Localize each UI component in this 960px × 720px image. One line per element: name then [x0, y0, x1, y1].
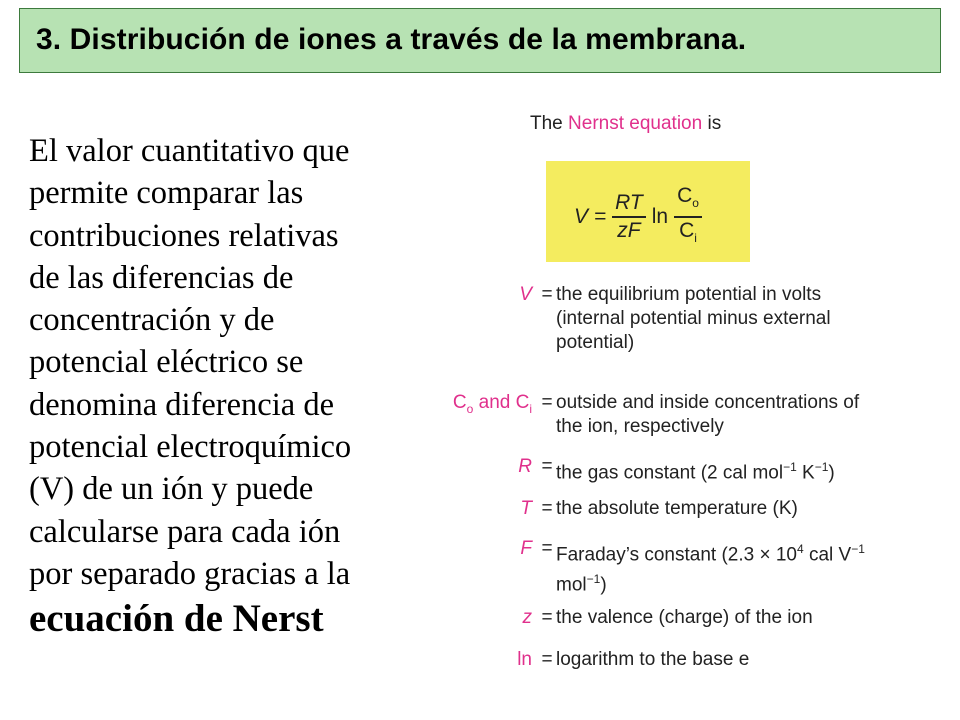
definition-t: T = the absolute temperature (K) — [520, 498, 798, 519]
title-bar — [19, 8, 941, 73]
body-line: de las diferencias de — [29, 259, 294, 296]
fraction-numerator: $C_o$ — [674, 183, 702, 218]
nernst-intro: The Nernst equation is — [530, 113, 722, 134]
fraction-co-ci — [674, 183, 702, 251]
definition-v: V = the equilibrium potential in volts (internal potential minus external potential) — [519, 284, 831, 353]
definition-z: z = the valence (charge) of the ion — [522, 607, 813, 628]
body-line: calcularse para cada ión — [29, 513, 341, 550]
definition-r: R = the gas constant (2 cal mol$^{-1}$ $K^{-1}$) — [518, 456, 835, 484]
fraction-denominator: $C_i$ — [679, 219, 697, 246]
body-line: por separado gracias a la — [29, 555, 351, 592]
body-line: contribuciones relativas — [29, 217, 339, 254]
nernst-figure — [418, 100, 930, 692]
equation-box — [546, 161, 750, 262]
body-paragraph — [29, 130, 424, 643]
fraction-rt-zf — [612, 190, 646, 244]
equation-lhs: V = — [574, 205, 607, 229]
definition-f: F = Faraday’s constant ($2.3 \times 10^4$ cal $V^{-1}$ mol$^{-1}$) — [520, 538, 865, 596]
fraction-denominator: zF — [617, 219, 641, 243]
nernst-equation — [574, 183, 708, 251]
definition-ln: ln = logarithm to the base e — [517, 649, 750, 670]
ln-symbol: ln — [651, 205, 669, 229]
nernst-highlight: Nernst equation — [568, 113, 703, 134]
body-line: El valor cuantitativo que — [29, 133, 350, 169]
body-line: (V) de un ión y puede — [29, 471, 314, 508]
body-line: potencial eléctrico se — [29, 344, 304, 381]
body-line: potencial electroquímico — [29, 429, 352, 466]
body-emphasis: ecuación de Nerst — [29, 597, 324, 641]
body-line: denomina diferencia de — [29, 386, 334, 423]
body-line: permite comparar las — [29, 175, 304, 212]
slide-title: 3. Distribución de iones a través de la membrana. — [36, 23, 747, 56]
fraction-numerator: RT — [612, 190, 646, 218]
definition-concentrations: $C_o$ and $C_i$ = outside and inside concentrations of the ion, respectively — [452, 392, 860, 437]
body-line: concentración y de — [29, 302, 275, 339]
